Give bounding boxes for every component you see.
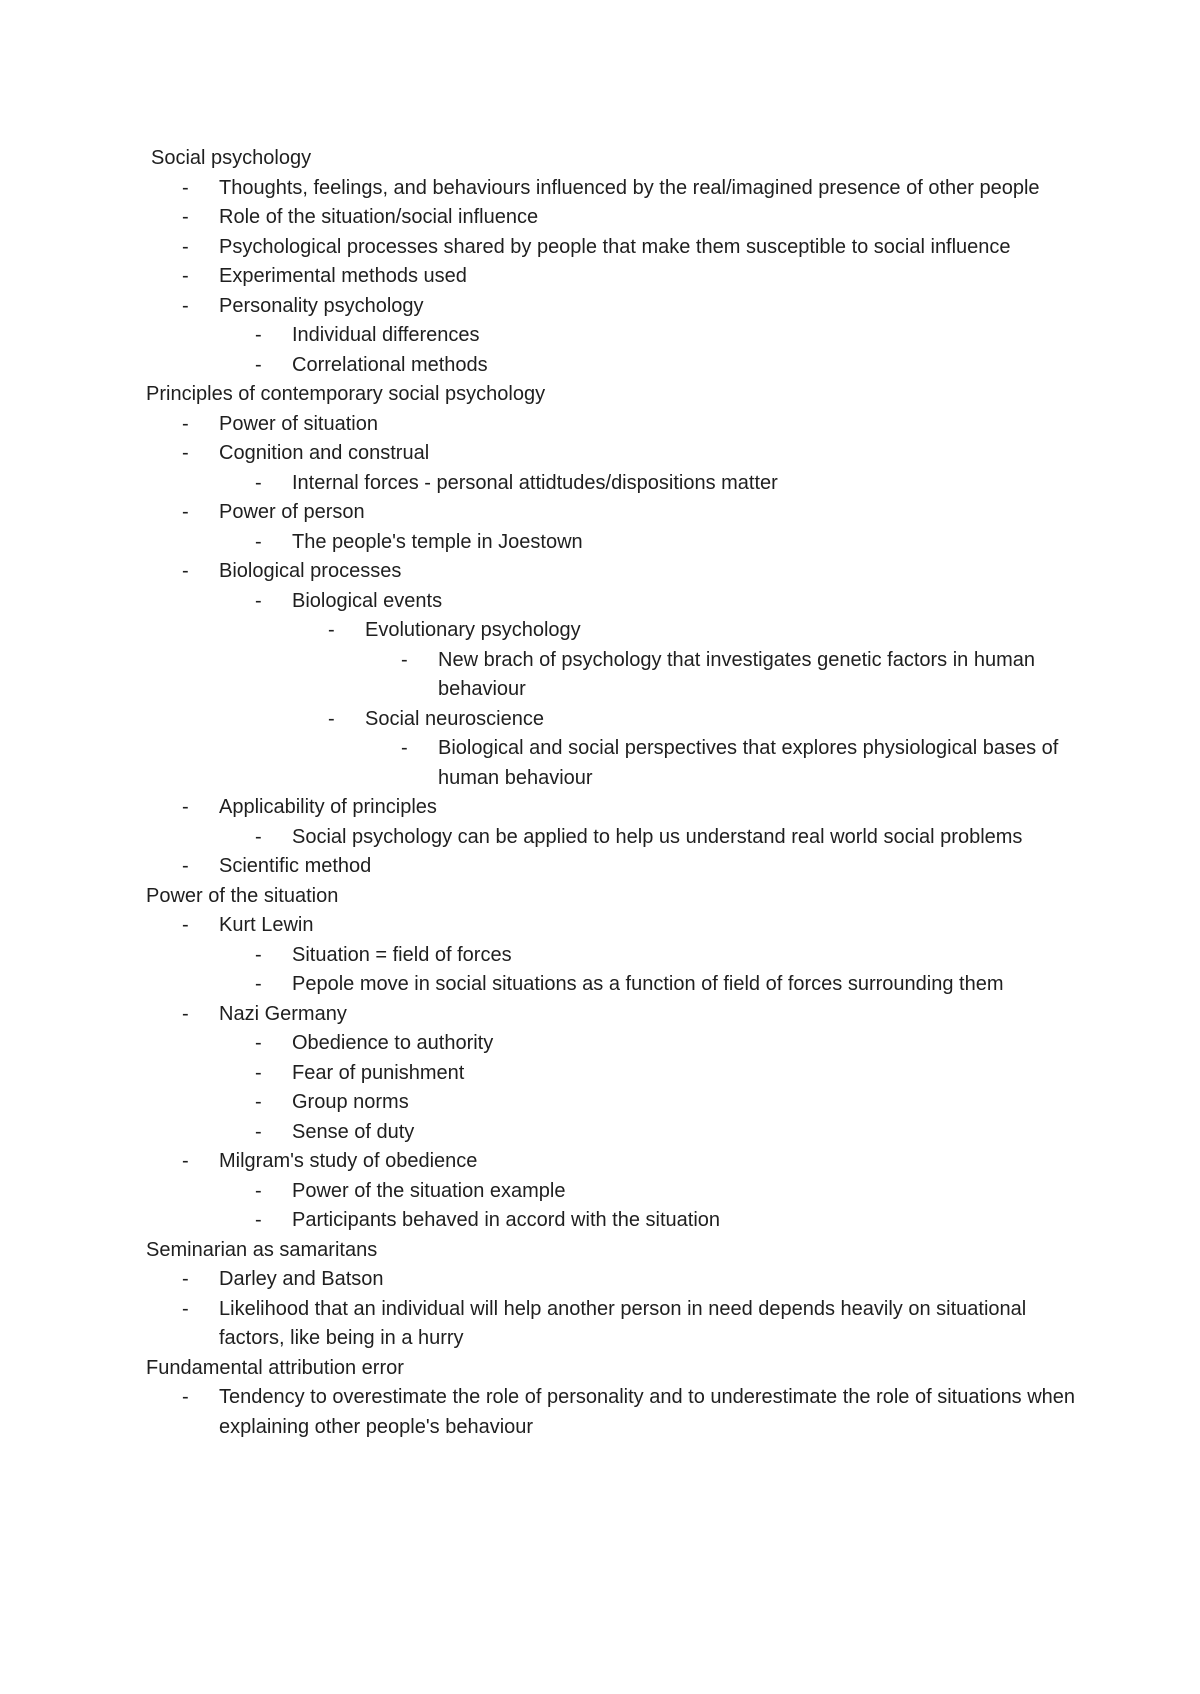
list-item-text: Nazi Germany <box>219 1002 347 1025</box>
list-item <box>146 616 1086 646</box>
list-item-text: Social neuroscience <box>365 707 544 730</box>
list-item-text: Group norms <box>292 1091 409 1113</box>
list-item-text: Psychological processes shared by people that make them susceptible to social influence <box>219 235 1011 258</box>
bullet-dash-icon: - <box>182 206 189 228</box>
list-item-text: Power of the situation example <box>292 1179 566 1202</box>
list-item-text: Internal forces - personal attidtudes/dispositions matter <box>292 471 778 494</box>
list-item <box>146 233 1086 263</box>
bullet-dash-icon: - <box>401 737 408 759</box>
list-item <box>146 439 1086 469</box>
list-item <box>146 1147 1086 1177</box>
section-heading: Principles of contemporary social psychology <box>146 383 546 405</box>
list-item <box>146 203 1086 233</box>
list-item <box>146 321 1086 351</box>
list-item <box>146 292 1086 322</box>
list-item <box>146 1177 1086 1207</box>
bullet-dash-icon: - <box>255 324 262 346</box>
list-item-text: Likelihood that an individual will help another person in need depends heavily on situational factors, like being in a hurry <box>219 1297 1027 1349</box>
bullet-dash-icon: - <box>182 235 189 258</box>
bullet-dash-icon: - <box>182 1150 189 1172</box>
list-item <box>146 734 1086 793</box>
bullet-dash-icon: - <box>182 1268 189 1290</box>
bullet-dash-icon: - <box>182 501 189 523</box>
section-heading: Fundamental attribution error <box>146 1356 404 1379</box>
bullet-dash-icon: - <box>328 619 335 641</box>
list-item-text: The people's temple in Joestown <box>292 530 583 553</box>
list-item-text: Personality psychology <box>219 294 424 317</box>
list-item-text: Obedience to authority <box>292 1032 494 1054</box>
bullet-dash-icon: - <box>401 648 408 671</box>
bullet-dash-icon: - <box>255 1120 262 1143</box>
bullet-dash-icon: - <box>255 825 262 848</box>
list-item <box>146 262 1086 292</box>
bullet-dash-icon: - <box>182 796 189 818</box>
list-item <box>146 793 1086 823</box>
bullet-dash-icon: - <box>182 294 189 317</box>
list-item <box>146 351 1086 381</box>
bullet-dash-icon: - <box>255 1179 262 1202</box>
bullet-dash-icon: - <box>182 560 189 582</box>
list-item-text: Scientific method <box>219 855 372 877</box>
list-item-text: Social psychology can be applied to help us understand real world social problems <box>292 825 1023 848</box>
bullet-dash-icon: - <box>255 471 262 494</box>
list-item <box>146 1206 1086 1236</box>
list-item <box>146 1383 1086 1442</box>
list-item <box>146 469 1086 499</box>
list-item-text: New brach of psychology that investigates genetic factors in human behaviour <box>438 648 1035 700</box>
bullet-dash-icon: - <box>255 589 262 612</box>
list-item <box>146 1295 1086 1354</box>
list-item-text: Experimental methods used <box>219 265 467 287</box>
notes-body <box>146 144 1086 1442</box>
bullet-dash-icon: - <box>182 1002 189 1025</box>
list-item-text: Participants behaved in accord with the situation <box>292 1209 721 1231</box>
list-item <box>146 528 1086 558</box>
bullet-dash-icon: - <box>182 442 189 464</box>
list-item-text: Fear of punishment <box>292 1061 465 1084</box>
bullet-dash-icon: - <box>255 1209 262 1231</box>
list-item <box>146 410 1086 440</box>
bullet-dash-icon: - <box>182 914 189 936</box>
list-item <box>146 823 1086 853</box>
list-item <box>146 646 1086 705</box>
bullet-dash-icon: - <box>182 1386 189 1408</box>
bullet-dash-icon: - <box>255 1061 262 1084</box>
section-heading: Power of the situation <box>146 884 339 907</box>
list-item-text: Correlational methods <box>292 353 488 376</box>
list-item-text: Darley and Batson <box>219 1268 384 1290</box>
list-item-text: Biological processes <box>219 560 402 582</box>
section-heading: Seminarian as samaritans <box>146 1238 378 1261</box>
list-item-text: Thoughts, feelings, and behaviours influenced by the real/imagined presence of other people <box>219 176 1040 199</box>
list-item <box>146 1265 1086 1295</box>
list-item-text: Role of the situation/social influence <box>219 206 539 228</box>
list-item <box>146 1059 1086 1089</box>
bullet-dash-icon: - <box>182 176 189 199</box>
list-item-text: Sense of duty <box>292 1120 415 1143</box>
bullet-dash-icon: - <box>255 973 262 995</box>
list-item <box>146 587 1086 617</box>
list-item <box>146 1118 1086 1148</box>
list-item-text: Pepole move in social situations as a function of field of forces surrounding them <box>292 973 1004 995</box>
bullet-dash-icon: - <box>328 707 335 730</box>
list-item-text: Biological events <box>292 589 443 612</box>
list-item-text: Biological and social perspectives that explores physiological bases of human behaviour <box>438 737 1059 789</box>
bullet-dash-icon: - <box>255 353 262 376</box>
list-item <box>146 557 1086 587</box>
list-item <box>146 174 1086 204</box>
list-item <box>146 498 1086 528</box>
list-item <box>146 852 1086 882</box>
list-item-text: Individual differences <box>292 324 480 346</box>
list-item <box>146 941 1086 971</box>
list-item <box>146 1000 1086 1030</box>
list-item-text: Cognition and construal <box>219 442 430 464</box>
bullet-dash-icon: - <box>255 530 262 553</box>
list-item-text: Applicability of principles <box>219 796 437 818</box>
list-item <box>146 970 1086 1000</box>
list-item-text: Situation = field of forces <box>292 943 512 966</box>
list-item-text: Tendency to overestimate the role of personality and to underestimate the role of situations when explaining other people's behaviour <box>219 1386 1076 1438</box>
list-item <box>146 705 1086 735</box>
list-item <box>146 1088 1086 1118</box>
bullet-dash-icon: - <box>255 1032 262 1054</box>
bullet-dash-icon: - <box>255 1091 262 1113</box>
section-heading: Social psychology <box>151 147 312 169</box>
bullet-dash-icon: - <box>255 943 262 966</box>
list-item-text: Evolutionary psychology <box>365 619 581 641</box>
list-item-text: Power of situation <box>219 412 378 435</box>
bullet-dash-icon: - <box>182 265 189 287</box>
bullet-dash-icon: - <box>182 855 189 877</box>
list-item <box>146 1029 1086 1059</box>
list-item <box>146 911 1086 941</box>
bullet-dash-icon: - <box>182 1297 189 1320</box>
list-item-text: Power of person <box>219 501 365 523</box>
list-item-text: Kurt Lewin <box>219 914 314 936</box>
list-item-text: Milgram's study of obedience <box>219 1150 478 1172</box>
bullet-dash-icon: - <box>182 412 189 435</box>
